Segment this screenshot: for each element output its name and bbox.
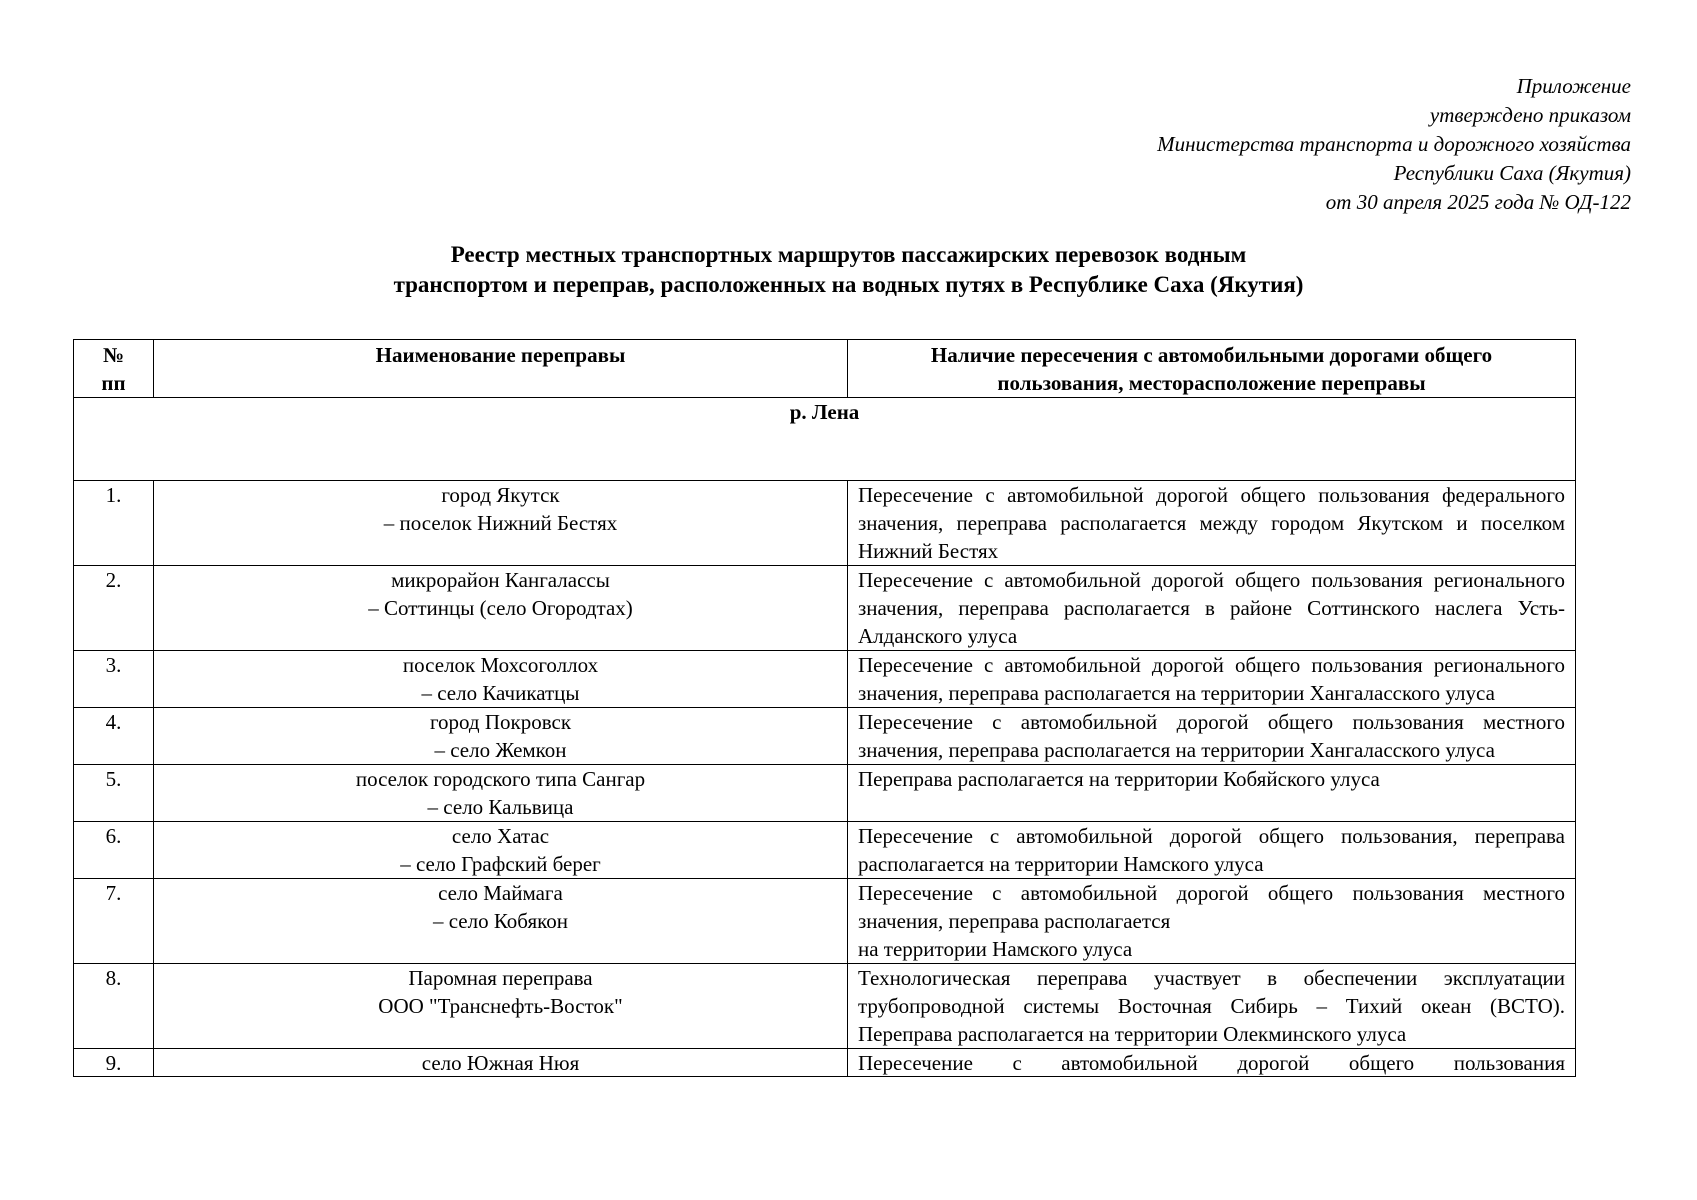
crossing-name-line: город Покровск (429, 710, 572, 734)
document-title (0, 240, 1697, 300)
table-row (74, 566, 1576, 651)
header-description (848, 340, 1576, 398)
register-table (73, 339, 1576, 1077)
row-number: 3. (74, 651, 154, 708)
crossing-name-line: село Маймага (438, 881, 563, 905)
crossing-description: Пересечение с автомобильной дорогой общего пользования регионального значения, переправа располагается на территории Хангаласского улуса (848, 651, 1576, 708)
table-row (74, 708, 1576, 765)
crossing-name (154, 879, 848, 964)
row-number: 6. (74, 822, 154, 879)
row-number: 5. (74, 765, 154, 822)
crossing-name-line: город Якутск (441, 483, 560, 507)
crossing-description (848, 879, 1576, 964)
table-row (74, 765, 1576, 822)
crossing-description: Пересечение с автомобильной дорогой общего пользования федерального значения, переправа располагается между городом Якутском и поселком Нижний Бестях (848, 481, 1576, 566)
crossing-name-line: – Соттинцы (село Огородтах) (368, 596, 633, 620)
header-description-line: пользования, месторасположение переправы (997, 371, 1426, 395)
crossing-name (154, 765, 848, 822)
crossing-name (154, 822, 848, 879)
crossing-name-line: поселок городского типа Сангар (355, 767, 646, 791)
crossing-name (154, 566, 848, 651)
row-number: 1. (74, 481, 154, 566)
header-description-line: Наличие пересечения с автомобильными дорогами общего (930, 343, 1493, 367)
crossing-description (848, 1049, 1576, 1077)
crossing-name-line: Паромная переправа (408, 966, 593, 990)
crossing-description: Технологическая переправа участвует в обеспечении эксплуатации трубопроводной системы Восточная Сибирь – Тихий океан (ВСТО). Переправа располагается на территории Олекминского улуса (848, 964, 1576, 1049)
row-number: 2. (74, 566, 154, 651)
crossing-description: Пересечение с автомобильной дорогой общего пользования местного значения, переправа располагается на территории Хангаласского улуса (848, 708, 1576, 765)
crossing-description-line: на территории Намского улуса (858, 937, 1133, 961)
table-row (74, 879, 1576, 964)
header-name: Наименование переправы (154, 340, 848, 398)
row-number-text: 9. (105, 1051, 122, 1075)
crossing-description-line: Пересечение с автомобильной дорогой общего пользования (858, 1051, 1565, 1075)
approval-line: Министерства транспорта и дорожного хозяйства (1157, 132, 1631, 156)
row-number: 7. (74, 879, 154, 964)
crossing-name-line: – поселок Нижний Бестях (383, 511, 618, 535)
approval-line: утверждено приказом (1429, 103, 1631, 127)
table-row (74, 651, 1576, 708)
crossing-name-line: поселок Мохсоголлох (402, 653, 599, 677)
crossing-description: Пересечение с автомобильной дорогой общего пользования регионального значения, переправа располагается в районе Соттинского наслега Усть-Алданского улуса (848, 566, 1576, 651)
crossing-name (154, 708, 848, 765)
table-row (74, 964, 1576, 1049)
crossing-name-line: микрорайон Кангалассы (391, 568, 610, 592)
approval-line: Республики Саха (Якутия) (1393, 161, 1631, 185)
row-number: 4. (74, 708, 154, 765)
crossing-name (154, 481, 848, 566)
section-row (74, 398, 1576, 481)
approval-line: Приложение (1516, 74, 1631, 98)
approval-line: от 30 апреля 2025 года № ОД-122 (1325, 190, 1631, 214)
approval-block (1157, 72, 1631, 217)
crossing-name (154, 1049, 848, 1077)
title-line: Реестр местных транспортных маршрутов пассажирских перевозок водным (450, 242, 1247, 267)
table-row (74, 1049, 1576, 1077)
crossing-name-line: – село Качикатцы (421, 681, 580, 705)
header-number-line: № (102, 343, 125, 367)
crossing-name (154, 964, 848, 1049)
crossing-description: Переправа располагается на территории Кобяйского улуса (848, 765, 1576, 822)
crossing-name-line: – село Графский берег (400, 852, 601, 876)
crossing-name (154, 651, 848, 708)
header-number-line: пп (101, 371, 126, 395)
crossing-name-line: ООО "Транснефть-Восток" (378, 994, 623, 1018)
crossing-name-line: село Южная Нюя (421, 1051, 580, 1075)
row-number (74, 1049, 154, 1077)
crossing-description: Пересечение с автомобильной дорогой общего пользования, переправа располагается на территории Намского улуса (848, 822, 1576, 879)
table-header-row (74, 340, 1576, 398)
crossing-description-line: Пересечение с автомобильной дорогой общего пользования местного значения, переправа располагается (858, 881, 1565, 933)
crossing-name-line: село Хатас (451, 824, 550, 848)
table-row (74, 481, 1576, 566)
table-row (74, 822, 1576, 879)
crossing-name-line: – село Кальвица (427, 795, 574, 819)
section-title: р. Лена (74, 398, 1576, 481)
crossing-name-line: – село Жемкон (434, 738, 567, 762)
crossing-name-line: – село Кобякон (432, 909, 569, 933)
row-number: 8. (74, 964, 154, 1049)
title-line: транспортом и переправ, расположенных на водных путях в Республике Саха (Якутия) (393, 272, 1304, 297)
header-number (74, 340, 154, 398)
